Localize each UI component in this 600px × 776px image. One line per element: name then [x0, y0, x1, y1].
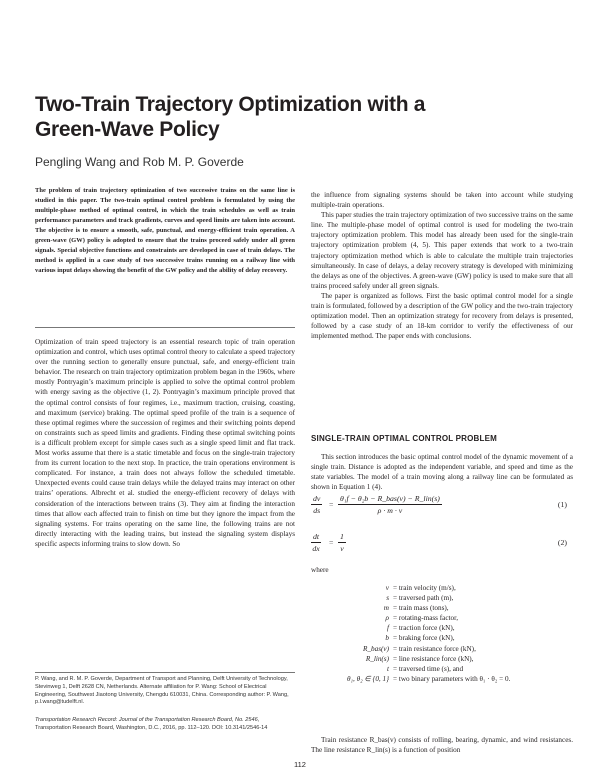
variable-definition: = traversed path (m), — [393, 594, 454, 603]
variable-symbol: R_bas(v) — [363, 644, 389, 653]
variable-symbol: R_lin(s) — [365, 654, 389, 663]
variable-symbol: ρ — [385, 614, 389, 623]
section-body — [311, 452, 573, 492]
eq1-rhs-den: ρ · m · v — [377, 506, 403, 515]
variable-row — [311, 644, 573, 654]
variable-definition: = traversed time (s), and — [393, 664, 464, 673]
citation-details: Transportation Research Board, Washington, D.C., 2016, pp. 112–120. DOI: 10.3141/2546-14 — [35, 724, 268, 731]
eq2-rhs-den: v — [340, 544, 344, 553]
eq1-lhs-num: dv — [313, 494, 321, 503]
variable-symbol: f — [387, 624, 389, 633]
variable-list — [311, 583, 573, 684]
footnote-divider — [35, 672, 295, 673]
variable-symbol: θ₁, θ₂ ∈ {0, 1} — [346, 674, 389, 683]
resistance-paragraph — [311, 735, 573, 755]
variable-row — [311, 593, 573, 603]
variable-row — [311, 664, 573, 674]
where-label: where — [311, 566, 329, 574]
variable-symbol: t — [387, 664, 389, 673]
right-paragraph: the influence from signaling systems should be taken into account while studying multiple-train operations. — [311, 191, 573, 210]
variable-definition: = line resistance force (kN), — [393, 654, 474, 663]
right-column-text — [311, 190, 573, 341]
tail-paragraph: Train resistance R_bas(v) consists of rolling, bearing, dynamic, and wind resistances. The line resistance R_lin(s) is a function of position — [311, 736, 573, 755]
variable-definition: = train mass (tons), — [393, 604, 449, 613]
variable-definition: = braking force (kN), — [393, 634, 455, 643]
eq1-lhs-den: ds — [313, 506, 321, 515]
variable-row — [311, 654, 573, 664]
right-paragraph: The paper is organized as follows. First the basic optimal control model for a single train is formulated, followed by a description of the GW policy and the two-train trajectory optimization model. Then an optimization strategy for recovery from delays is presented, followed by a case study of an 18-km corridor to verify the effectiveness of our implemented method. The paper ends with conclusions. — [311, 291, 573, 341]
eq2-lhs-den: dx — [312, 544, 320, 553]
citation-journal: Transportation Research Record: Journal of the Transportation Research Board, No. 2546, — [35, 717, 260, 723]
eq2-equals: = — [329, 538, 334, 547]
variable-symbol: s — [386, 594, 389, 603]
eq1-equals: = — [329, 500, 334, 509]
eq2-lhs — [311, 532, 321, 553]
eq1-rhs-num: θ₁f − θ₂b − R_bas(v) − R_lin(s) — [340, 494, 440, 503]
eq1-number: (1) — [557, 500, 567, 509]
introduction — [35, 337, 295, 549]
variable-definition: = two binary parameters with θ₁ · θ₂ = 0. — [393, 674, 511, 683]
variable-row — [311, 613, 573, 623]
eq2-rhs-num: 1 — [340, 532, 344, 541]
variable-symbol: m — [383, 604, 389, 613]
paper-title: Two-Train Trajectory Optimization with a Green-Wave Policy — [35, 93, 426, 141]
variable-row — [311, 674, 573, 684]
variable-symbol: v — [385, 584, 389, 592]
eq2-rhs — [338, 532, 346, 553]
section-paragraph: This section introduces the basic optimal control model of the dynamic movement of a single train. Distance is adopted as the independent variable, and speed and time as the state variables. The model of a train moving along a railway line can be formulated as shown in Equation 1 (4). — [311, 453, 573, 492]
abstract: The problem of train trajectory optimization of two successive trains on the same line is studied in this paper. The two-train optimal control problem is formulated by using the multiple-phase method of optimal control, in which the train schedules as well as train performance parameters and track gradients, curves and speed limits are taken into account. The objective is to ensure a smooth, safe, punctual, and energy-efficient train operation. A green-wave (GW) policy is adopted to ensure that the trains proceed safely under all green signals. Special objective functions and constraints are developed in case of train delays. The method is applied in a case study of two successive trains running on a railway line with various input delays showing the benefit of the GW policy and the ability of delay recovery. — [35, 187, 295, 274]
page-number: 112 — [294, 760, 306, 769]
equation-1 — [311, 492, 573, 522]
variable-row — [311, 633, 573, 643]
variable-definition: = rotating-mass factor, — [393, 614, 459, 623]
section-heading: SINGLE-TRAIN OPTIMAL CONTROL PROBLEM — [311, 434, 498, 443]
variable-definition: = traction force (kN), — [393, 624, 455, 633]
variable-row — [311, 583, 573, 593]
eq2-lhs-num: dt — [313, 532, 320, 541]
variable-row — [311, 603, 573, 613]
intro-paragraph: Optimization of train speed trajectory is an essential research topic of train operation optimization and control, which uses optimal control theory to calculate a speed trajectory over the running section to generally ensure punctual, safe, and energy-efficient train behavior. The research on train trajectory optimization problem began in the 1960s, where mostly Pontryagin’s maximum principle is applied to solve the optimal control problem with energy saving as the objective (1, 2). Pontryagin’s maximum principle proved that the optimal control consists of four regimes, i.e., maximum traction, cruising, coasting, and maximum (service) braking. The optimal speed profile of the train is a sequence of these optimal regimes where the succession of regimes and their switching points depend on constraints such as speed limits and gradients. Finding these optimal switching points is a difficult problem except for simple cases such as a single speed limit and flat track. Most works assume that there is a static timetable and focus on the single-train trajectory from its current location to the next stop. In practice, the train operations environment is complicated. For instance, a train does not always follow the scheduled timetable. Unexpected events could cause train delays while the delayed trains may interact on other trains’ operations. Albrecht et al. studied the energy-efficient recovery of delays with consideration of the interactions between trains (3). They aim at finding the interaction times that allow each affected train to finish on time but they ignore the impact from the signaling systems. For trains operating on the same line, the following trains are not directly interacting with the leading trains, but instead the signaling system displays specific aspects informing trains to slow down. So — [35, 338, 295, 548]
eq2-number: (2) — [557, 538, 567, 547]
variable-row — [311, 623, 573, 633]
equation-2 — [311, 530, 573, 558]
variable-symbol: b — [385, 634, 389, 643]
eq1-lhs — [311, 494, 322, 515]
right-paragraph: This paper studies the train trajectory optimization of two successive trains on the same line. The multiple-phase model of optimal control is used for modeling the two-train trajectory optimization problem. This model has already been used for the single-train trajectory optimization problem (4, 5). This paper extends that work to a two-train trajectory optimization method which is able to calculate the multiple train trajectories simultaneously. In case of delays, a delay recovery strategy is developed with minimizing the delays as one of the objectives. A green-wave (GW) policy is used to make sure that all trains proceed safely under all green signals. — [311, 211, 573, 290]
variable-definition: = train velocity (m/s), — [393, 584, 456, 592]
citation-footnote — [35, 717, 295, 733]
abstract-divider — [35, 327, 295, 328]
eq1-rhs — [338, 494, 442, 515]
paper-authors: Pengling Wang and Rob M. P. Goverde — [35, 155, 244, 169]
author-affiliation-footnote: P. Wang, and R. M. P. Goverde, Department of Transport and Planning, Delft University of Technology, Stevinweg 1, Delft 2628 CN, Netherlands. Alternate affiliation for P. Wang: School of Electrical Engineering, Southwest Jiaotong University, Chengdu 610031, China. Corresponding author: P. Wang, p.l.wang@tudelft.nl. — [35, 676, 289, 706]
variable-definition: = train resistance force (kN), — [393, 644, 476, 653]
